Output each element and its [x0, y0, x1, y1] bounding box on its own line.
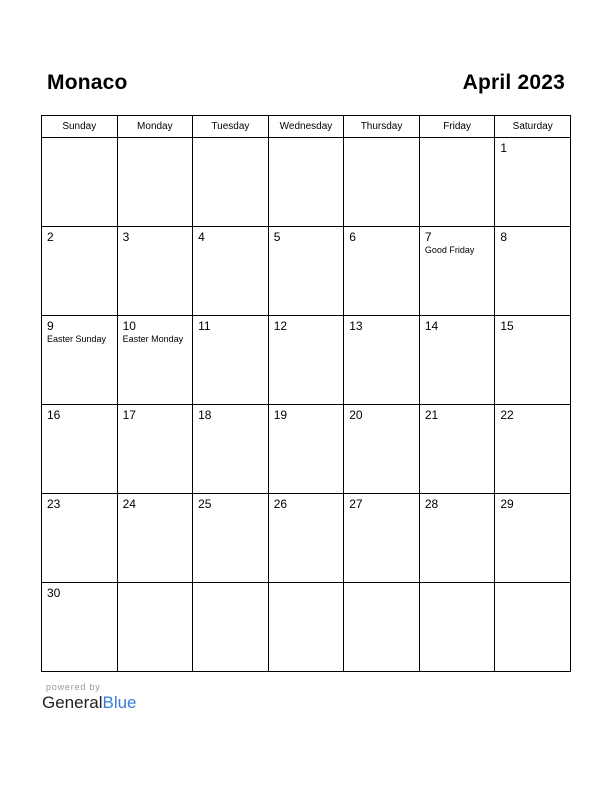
calendar-day-cell — [495, 583, 571, 672]
day-number: 14 — [424, 319, 439, 333]
day-number: 18 — [198, 408, 212, 422]
calendar-country-title: Monaco — [47, 71, 128, 94]
calendar-day-cell — [268, 405, 344, 494]
calendar-grid — [41, 115, 571, 672]
calendar-day-cell — [193, 316, 269, 405]
calendar-day-cell — [117, 138, 193, 227]
weekday-header-row — [42, 116, 571, 138]
calendar-week-row — [42, 227, 571, 316]
day-number: 21 — [424, 408, 439, 422]
calendar-week-row — [42, 405, 571, 494]
calendar-day-cell — [268, 583, 344, 672]
calendar-day-cell — [193, 138, 269, 227]
holiday-label: Good Friday — [424, 245, 475, 255]
weekday-header: Tuesday — [193, 116, 269, 138]
calendar-day-cell — [268, 227, 344, 316]
day-number: 29 — [500, 497, 514, 511]
calendar-day-cell — [419, 583, 495, 672]
calendar-day-cell — [419, 227, 495, 316]
calendar-day-cell — [419, 316, 495, 405]
calendar-day-cell — [117, 405, 193, 494]
calendar-day-cell — [117, 227, 193, 316]
calendar-week-row — [42, 494, 571, 583]
calendar-day-cell — [495, 494, 571, 583]
calendar-day-cell — [117, 583, 193, 672]
calendar-day-cell — [495, 138, 571, 227]
day-number: 26 — [273, 497, 288, 511]
calendar-day-cell — [344, 405, 420, 494]
calendar-day-cell — [344, 494, 420, 583]
calendar-day-cell — [193, 405, 269, 494]
weekday-header: Thursday — [344, 116, 420, 138]
day-number: 9 — [47, 319, 54, 333]
calendar-body — [42, 138, 571, 672]
day-number: 6 — [349, 230, 356, 244]
weekday-header: Friday — [419, 116, 495, 138]
calendar-week-row — [42, 138, 571, 227]
calendar-day-cell — [268, 138, 344, 227]
day-number: 22 — [500, 408, 514, 422]
calendar-week-row — [42, 583, 571, 672]
day-number: 10 — [122, 319, 136, 333]
calendar-day-cell — [495, 405, 571, 494]
weekday-header: Wednesday — [268, 116, 344, 138]
logo-general-text: General — [42, 693, 103, 712]
calendar-day-cell — [193, 227, 269, 316]
calendar-day-cell — [419, 405, 495, 494]
weekday-header: Monday — [117, 116, 193, 138]
logo-blue-text: Blue — [102, 693, 137, 712]
calendar-day-cell — [344, 316, 420, 405]
day-number: 24 — [122, 497, 136, 511]
calendar-day-cell — [42, 494, 118, 583]
day-number: 28 — [424, 497, 439, 511]
calendar-day-cell — [42, 583, 118, 672]
day-number: 27 — [349, 497, 363, 511]
day-number: 17 — [122, 408, 136, 422]
calendar-week-row — [42, 316, 571, 405]
calendar-day-cell — [268, 316, 344, 405]
day-number: 8 — [500, 230, 508, 244]
calendar-day-cell — [344, 138, 420, 227]
day-number: 25 — [198, 497, 212, 511]
day-number: 30 — [47, 586, 61, 600]
holiday-label: Easter Monday — [122, 334, 184, 344]
day-number: 2 — [47, 230, 54, 244]
calendar-day-cell — [42, 227, 118, 316]
day-number: 19 — [273, 408, 288, 422]
calendar-day-cell — [344, 227, 420, 316]
calendar-day-cell — [42, 405, 118, 494]
day-number: 23 — [47, 497, 61, 511]
calendar-day-cell — [42, 138, 118, 227]
day-number: 11 — [198, 319, 211, 333]
day-number: 16 — [47, 408, 61, 422]
day-number: 12 — [273, 319, 288, 333]
calendar-day-cell — [193, 494, 269, 583]
calendar-day-cell — [495, 227, 571, 316]
holiday-label: Easter Sunday — [47, 334, 107, 344]
day-number: 13 — [349, 319, 363, 333]
day-number: 3 — [122, 230, 130, 244]
day-number: 1 — [500, 141, 508, 155]
weekday-header: Sunday — [42, 116, 118, 138]
calendar-day-cell — [193, 583, 269, 672]
powered-by-label: powered by — [46, 682, 101, 692]
day-number: 4 — [198, 230, 205, 244]
calendar-day-cell — [419, 494, 495, 583]
calendar-month-title: April 2023 — [462, 71, 565, 94]
calendar-day-cell — [495, 316, 571, 405]
calendar-day-cell — [344, 583, 420, 672]
day-number: 5 — [273, 230, 281, 244]
generalblue-logo — [42, 693, 137, 713]
calendar-day-cell — [117, 316, 193, 405]
calendar-day-cell — [42, 316, 118, 405]
calendar-day-cell — [117, 494, 193, 583]
day-number: 7 — [424, 230, 432, 244]
calendar-day-cell — [419, 138, 495, 227]
day-number: 15 — [500, 319, 514, 333]
day-number: 20 — [349, 408, 363, 422]
calendar-day-cell — [268, 494, 344, 583]
weekday-header: Saturday — [495, 116, 571, 138]
